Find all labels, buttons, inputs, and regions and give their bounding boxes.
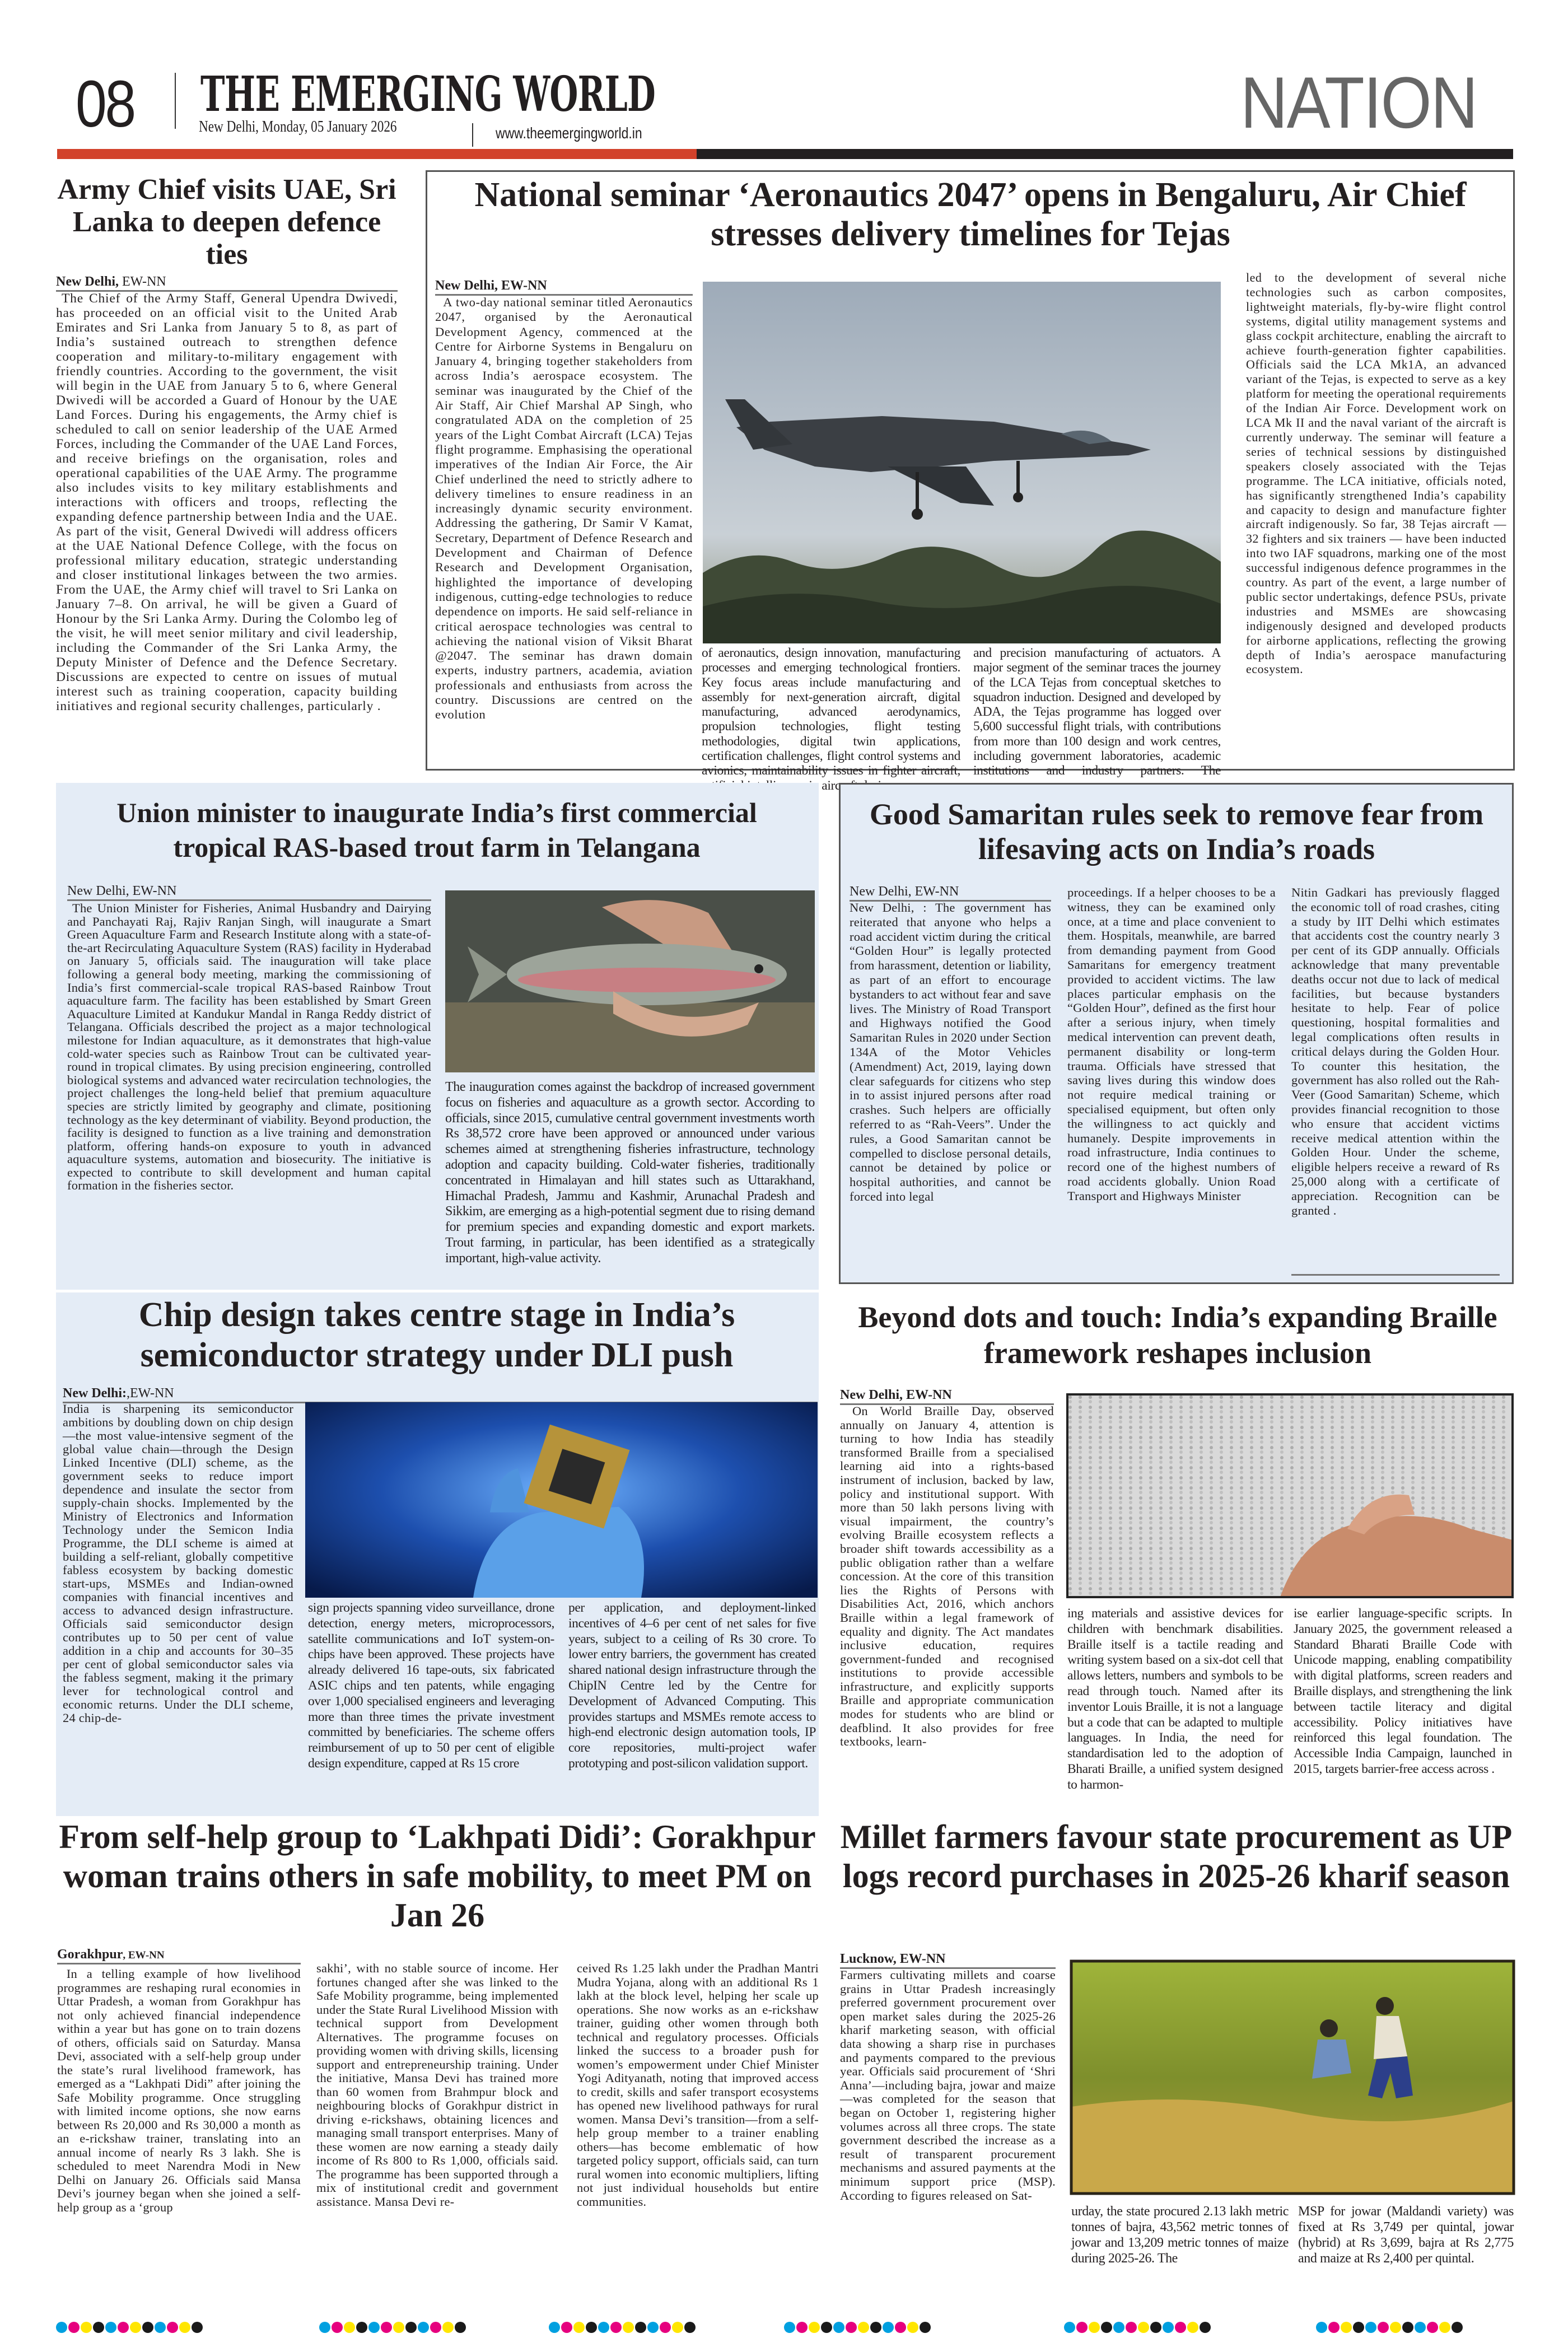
registration-dot [393, 2322, 404, 2333]
header-bar-black [697, 149, 1513, 159]
trout-photo [445, 890, 815, 1072]
registration-dot [660, 2322, 671, 2333]
registration-dot [1353, 2322, 1364, 2333]
registration-dot [1187, 2322, 1198, 2333]
registration-dot [368, 2322, 380, 2333]
headline: Union minister to inaugurate India’s first commercial tropical RAS-based trout farm in Telangana [116, 797, 757, 863]
registration-dot [1126, 2322, 1137, 2333]
article-lakhpati-didi [56, 1817, 819, 2304]
registration-dot [895, 2322, 906, 2333]
headline: Millet farmers favour state procurement as UP logs record purchases in 2025-26 kharif season [840, 1818, 1513, 1894]
registration-dot [430, 2322, 441, 2333]
registration-dot [442, 2322, 454, 2333]
registration-dot [635, 2322, 646, 2333]
dateline-place: New Delhi, [850, 884, 912, 899]
article-body-col2: urday, the state procured 2.13 lakh metric tonnes of bajra, 43,562 metric tonnes of jowar and 13,209 metric tonnes of maize during 2025-26. The [1071, 2204, 1289, 2266]
registration-dot [598, 2322, 609, 2333]
registration-dot [118, 2322, 129, 2333]
article-braille [839, 1292, 1514, 1816]
article-body-col3: per application, and deployment-linked incentives of 4–6 per cent of net sales for five years, subject to a ceiling of Rs 30 crore. To lower entry barriers, the government has created shared national design infrastructure through the ChipIN Centre led by the Centre for Development of Advanced Computing. This provides startups and MSMEs remote access to high-end electronic design automation tools, IP core repositories, multi-project wafer prototyping and post-silicon validation support. [568, 1600, 816, 1771]
registration-dot [1452, 2322, 1463, 2333]
registration-dot [1163, 2322, 1174, 2333]
registration-dot [142, 2322, 153, 2333]
registration-dot [809, 2322, 820, 2333]
registration-dot [1365, 2322, 1376, 2333]
article-body-col1: In a telling example of how livelihood programmes are reshaping rural economies in Uttar Pradesh, a woman from Gorakhpur has not only achieved financial independence within a year but has gone on to train dozens of others, officials said on Saturday. Mansa Devi, associated with a self-help group under the state’s rural livelihood framework, has emerged as a “Lakhpati Didi” after joining the Safe Mobility programme. Once struggling with limited income options, she now earns between Rs 20,000 and Rs 30,000 a month as an e-rickshaw trainer, translating into an annual income of nearly Rs 3 lakh. She is scheduled to meet Narendra Modi in New Delhi on January 26. Officials said Mansa Devi’s journey began when she joined a self-help group as a ‘group [57, 1967, 301, 2214]
registration-dot [192, 2322, 203, 2333]
registration-marks [56, 2322, 1512, 2334]
registration-dot [684, 2322, 696, 2333]
registration-dot [1200, 2322, 1211, 2333]
registration-dot [1427, 2322, 1438, 2333]
registration-dot [573, 2322, 585, 2333]
registration-dot [167, 2322, 178, 2333]
header-divider [472, 123, 473, 147]
registration-dot [796, 2322, 808, 2333]
registration-dot [1089, 2322, 1100, 2333]
article-good-samaritan [839, 783, 1514, 1284]
edition-date: New Delhi, Monday, 05 January 2026 [199, 118, 397, 136]
headline: Chip design takes centre stage in India’s semiconductor strategy under DLI push [138, 1296, 735, 1374]
registration-dot [920, 2322, 931, 2333]
registration-dot [549, 2322, 560, 2333]
dateline-place: Lucknow, EW-NN [840, 1952, 946, 1966]
registration-dot [455, 2322, 466, 2333]
registration-dot [846, 2322, 857, 2333]
dateline-place: New Delhi, EW-NN [435, 278, 547, 293]
registration-dot [1439, 2322, 1450, 2333]
registration-dot [155, 2322, 166, 2333]
article-body-col1: Farmers cultivating millets and coarse grains in Uttar Pradesh increasingly preferred government procurement over open market sales during the 2025-26 kharif marketing season, with official data showing a sharp rise in purchases and payments compared to the previous year. Officials said procurement of ‘Shri Anna’—including bajra, jowar and maize—was completed for the season that began on October 1, registering higher volumes across all three crops. The state government described the increase as a result of transparent procurement mechanisms and assured payments at the minimum support price (MSP). According to figures released on Sat- [840, 1968, 1056, 2202]
headline: From self-help group to ‘Lakhpati Didi’: Gorakhpur woman trains others in safe mobility, to meet PM on Jan 26 [59, 1818, 816, 1934]
registration-dot [1341, 2322, 1352, 2333]
article-body-col1: A two-day national seminar titled Aeronautics 2047, organised by the Aeronautical Development Agency, commenced at the Centre for Airborne Systems in Bengaluru on January 4, bringing together stakeholders from across India’s aerospace ecosystem. The seminar was inaugurated by the Chief of the Air Staff, Air Chief Marshal AP Singh, who congratulated ADA on the completion of 25 years of the Light Combat Aircraft (LCA) Tejas flight programme. Emphasising the operational imperatives of the Indian Air Force, the Air Chief underlined the need to strictly adhere to delivery timelines to ensure readiness in an increasingly dynamic security environment. Addressing the gathering, Dr Samir V Kamat, Secretary, Department of Defence Research and Development and Chairman of Defence Research and Development Organisation, highlighted the importance of developing indigenous, cutting-edge technologies to reduce dependence on imports. He said self-reliance in critical aerospace technologies was central to achieving the national vision of Viksit Bharat @2047. The seminar has drawn domain experts, industry partners, academia, aviation professionals and enthusiasts from across the country. Discussions are centred on the evolution [435, 295, 693, 722]
registration-dot [870, 2322, 881, 2333]
article-chip-design [56, 1292, 819, 1816]
registration-dot [105, 2322, 116, 2333]
dateline [56, 274, 398, 292]
registration-dot [1378, 2322, 1389, 2333]
registration-dot [1150, 2322, 1161, 2333]
article-body-col2: proceedings. If a helper chooses to be a witness, they can be examined only once, at a time and place convenient to them. Hospitals, meanwhile, are barred from demanding payment from Good Samaritans for emergency treatment provided to accident victims. The law places particular emphasis on the “Golden Hour”, defined as the first hour after a serious injury, when timely medical intervention can prevent death, permanent disability or long-term trauma. Officials have stressed that saving lives during this window does not require medical training or specialised equipment, but often only the willingness to act quickly and humanely. Despite improvements in road infrastructure, India continues to record one of the highest numbers of road accidents globally. Union Road Transport and Highways Minister [1067, 885, 1276, 1203]
registration-dot [883, 2322, 894, 2333]
registration-dot [68, 2322, 80, 2333]
article-body-col4: led to the development of several niche technologies such as carbon composites, lightweight materials, fly-by-wire flight control systems, digital utility management systems and glass cockpit architecture, enabling the aircraft to achieve fourth-generation fighter capabilities. Officials said the LCA Mk1A, an advanced variant of the Tejas, is expected to serve as a key platform for meeting the operational requirements of the Indian Air Force. Development work on LCA Mk II and the naval variant of the aircraft is currently underway. The seminar will feature a series of technical sessions by distinguished speakers closely associated with the Tejas programme. The LCA initiative, officials noted, has significantly strengthened India’s capability and capacity to design and manufacture fighter aircraft indigenously. So far, 38 Tejas aircraft — 32 fighters and six trainers — have been inducted into two IAF squadrons, marking one of the most successful indigenous defence programmes in the country. As part of the event, a large number of public sector undertakings, defence PSUs, private industries and MSMEs are showcasing indigenously designed and developed products for airborne applications, reflecting the growing depth of India’s aerospace manufacturing ecosystem. [1246, 270, 1506, 676]
registration-dot [179, 2322, 190, 2333]
article-body-col3: MSP for jowar (Maldandi variety) was fixed at Rs 3,749 per quintal, jowar (hybrid) at Rs 3,699, bajra at Rs 2,775 and maize at Rs 2,400 per quintal. [1298, 2204, 1514, 2266]
article-army-chief [56, 168, 398, 773]
dateline-agency: EW-NN [122, 274, 166, 289]
article-body: The Chief of the Army Staff, General Upendra Dwivedi, has proceeded on an official visit to the United Arab Emirates and Sri Lanka from January 5 to 8, as part of India’s sustained outreach to strengthen defence cooperation and military-to-military engagement with friendly countries. According to the government, the visit will begin in the UAE from January 5 to 6, where General Dwivedi will be accorded a Guard of Honour by the UAE Land Forces. During his engagements, the Army chief is scheduled to call on senior leadership of the UAE Armed Forces, including the Commander of the UAE Land Forces, and receive briefings on the organisation, roles and operational capabilities of the UAE Army. The programme also includes visits to key military establishments and interactions with officers and troops, reflecting the expanding defence partnership between India and the UAE. As part of the visit, General Dwivedi will address officers at the UAE National Defence College, with the focus on professional military education, strategic understanding and closer institutional linkages between the two armies. From the UAE, the Army chief will travel to Sri Lanka on January 7–8. On arrival, he will be given a Guard of Honour by the Sri Lanka Army. During the Colombo leg of the visit, he will meet senior military and civil leadership, including the Commander of the Sri Lanka Army, the Deputy Minister of Defence and the Defence Secretary. Discussions are expected to centre on issues of mutual interest such as training cooperation, capacity building initiatives and regional security challenges, particularly . [56, 291, 398, 713]
article-body-col1: India is sharpening its semiconductor ambitions by doubling down on chip design—the most value-intensive segment of the global value chain—through the Design Linked Incentive (DLI) scheme, as the government seeks to reduce import dependence and insulate the sector from supply-chain shocks. Implemented by the Ministry of Electronics and Information Technology under the Semicon India Programme, the DLI scheme is aimed at building a self-reliant, globally competitive fabless ecosystem by backing domestic start-ups, MSMEs and Indian-owned companies with financial incentives and access to advanced design infrastructure. Officials said semiconductor design contributes up to 50 per cent of value addition in a chip and accounts for 30–35 per cent of global semiconductor sales via the fabless segment, making it the primary lever for technological control and economic returns. Under the DLI scheme, 24 chip-de- [63, 1402, 293, 1725]
registration-dot [821, 2322, 832, 2333]
registration-dot [1175, 2322, 1186, 2333]
registration-dot [332, 2322, 343, 2333]
registration-dot [56, 2322, 67, 2333]
registration-dot [833, 2322, 844, 2333]
registration-dot [1390, 2322, 1401, 2333]
headline: National seminar ‘Aeronautics 2047’ opens in Bengaluru, Air Chief stresses delivery timelines for Tejas [474, 176, 1467, 253]
dateline-place: New Delhi, EW-NN [840, 1388, 952, 1402]
headline: Army Chief visits UAE, Sri Lanka to deepen defence ties [57, 174, 396, 271]
registration-dot [610, 2322, 622, 2333]
article-body-col3: ise earlier language-specific scripts. In January 2025, the government released a Standard Bharati Braille Code with Unicode mapping, enabling compatibility with digital platforms, screen readers and Braille displays, and strengthening the link between tactile literacy and digital accessibility. Policy initiatives have reinforced this legal foundation. The Accessible India Campaign, launched in 2015, targets barrier-free access across . [1294, 1606, 1512, 1776]
registration-dot [1415, 2322, 1426, 2333]
article-body-col2: ing materials and assistive devices for children with benchmark disabilities. Braille itself is a tactile reading and writing system based on a six-dot cell that allows letters, numbers and symbols to be read through touch. Named after its inventor Louis Braille, it is not a language but a code that can be adapted to multiple languages. In India, the need for standardisation led to the adoption of Bharati Braille, a unified system designed to harmon- [1067, 1606, 1283, 1792]
braille-photo [1067, 1394, 1513, 1597]
registration-dot [858, 2322, 869, 2333]
article-millet-procurement [839, 1817, 1514, 2304]
article-trout-farm [56, 783, 819, 1290]
registration-dot [344, 2322, 355, 2333]
website-link[interactable]: www.theemergingworld.in [496, 124, 642, 142]
article-body-col1: New Delhi, : The government has reiterated that anyone who helps a road accident victim during the critical “Golden Hour” is legally protected from harassment, detention or liability, as part of an effort to encourage bystanders to act without fear and save lives. The Ministry of Road Transport and Highways notified the Good Samaritan Rules in 2020 under Section 134A of the Motor Vehicles (Amendment) Act, 2019, laying down clear safeguards for citizens who step in to assist injured persons after road crashes. Such helpers are officially referred to as “Rah-Veers”. Under the rules, a Good Samaritan cannot be compelled to disclose personal details, cannot be detained by police or hospital authorities, and cannot be forced into legal [850, 900, 1051, 1203]
article-body-col1: The Union Minister for Fisheries, Animal Husbandry and Dairying and Panchayati Raj, Rajiv Ranjan Singh, will inaugurate a Smart Green Aquaculture Farm and Research Institute along with a state-of-the-art Recirculating Aquaculture System (RAS) facility in Hyderabad on January 5, officials said. The inauguration will take place following a general body meeting, marking the commissioning of India’s first commercial-scale tropical RAS-based Rainbow Trout aquaculture farm. The facility has been established by Smart Green Aquaculture Limited at Kandukur Mandal in Ranga Reddy district of Telangana. Officials described the project as a major technological milestone for Indian aquaculture, as it demonstrates that high-value cold-water species such as Rainbow Trout can be cultivated year-round in tropical climates. By using precision engineering, controlled biological systems and advanced water recirculation technologies, the project challenges the long-held belief that premium aquaculture species are strictly limited by geography and climate, positioning technology as the key determinant of viability. Beyond production, the facility is designed to function as a live training and demonstration platform, offering hands-on exposure to youth in advanced aquaculture systems, automation and biosecurity. The initiative is expected to contribute to skill development and human capital formation in the fisheries sector. [67, 901, 431, 1193]
header-divider [175, 73, 176, 129]
tejas-jet-photo [703, 282, 1221, 643]
dateline-place: New Delhi: [63, 1386, 127, 1401]
article-body-col3: ceived Rs 1.25 lakh under the Pradhan Mantri Mudra Yojana, along with an additional Rs 1 lakh at the block level, helping her scale up operations. She now works as an e-rickshaw trainer, guiding other women through both technical and regulatory processes. Officials linked the success to a broader push for women’s empowerment under Chief Minister Yogi Adityanath, noting that improved access to credit, skills and safer transport ecosystems has opened new livelihood pathways for rural women. Mansa Devi’s transition—from a self-help group member to a trainer enabling others—has become emblematic of how targeted policy support, officials said, can turn rural women into economic multipliers, lifting not just individual households but entire communities. [577, 1961, 819, 2209]
registration-dot [623, 2322, 634, 2333]
article-body-col3: and precision manufacturing of actuators. A major segment of the seminar traces the journey of the LCA Tejas from conceptual sketches to squadron induction. Designed and developed by ADA, the Tejas programme has logged over 5,600 successful flight trials, with contributions from more than 100 design and work centres, including government laboratories, academic institutions and industry partners. The [973, 646, 1221, 778]
registration-dot [586, 2322, 597, 2333]
dateline-agency: EW-NN [132, 884, 177, 898]
registration-dot [1076, 2322, 1088, 2333]
article-body-col1: On World Braille Day, observed annually on January 4, attention is turning to how India has steadily transformed Braille from a specialised learning aid into a rights-based instrument of inclusion, backed by law, policy and institutional support. With more than 50 lakh persons living with visual impairment, the country’s evolving Braille ecosystem reflects a broader shift towards accessibility as a public obligation rather than a welfare concession. At the core of this transition lies the Rights of Persons with Disabilities Act, 2016, which anchors Braille within a legal framework of equality and dignity. The Act mandates inclusive education, requires government-funded and recognised institutions to provide accessible infrastructure, and explicitly supports Braille and appropriate communication modes for students who are blind or deafblind. It also provides for free textbooks, learn- [840, 1404, 1054, 1749]
dateline-agency: EW-NN [914, 884, 959, 899]
registration-dot [93, 2322, 104, 2333]
registration-dot [1328, 2322, 1340, 2333]
header-bar-red [57, 149, 697, 159]
article-body-col2: of aeronautics, design innovation, manufacturing processes and emerging technological frontiers. Key focus areas include manufacturing and assembly for next-generation aircraft, digital manufacturing, advanced aerodynamics, propulsion technologies, flight testing methodologies, digital twin applications, certification challenges, flight control systems and avionics, maintainability issues in fighter aircraft, [702, 646, 960, 778]
dateline-agency: ,EW-NN [126, 1386, 174, 1401]
registration-dot [1101, 2322, 1112, 2333]
article-body-col2: sign projects spanning video surveillance, drone detection, energy meters, microprocessors, satellite communications and IoT system-on-chips have been approved. These projects have already delivered 16 tape-outs, six fabricated ASIC chips and ten patents, while engaging over 1,000 specialised engineers and leveraging more than three times the private investment committed by beneficiaries. The scheme offers reimbursement of up to 50 per cent of eligible design expenditure, capped at Rs 15 crore [308, 1600, 554, 1771]
dateline-place: New Delhi, [56, 274, 119, 289]
dateline-place: Gorakhpur [57, 1947, 123, 1962]
registration-dot [356, 2322, 367, 2333]
registration-dot [1402, 2322, 1413, 2333]
dateline-agency: , EW-NN [123, 1949, 165, 1961]
registration-dot [81, 2322, 92, 2333]
headline: Beyond dots and touch: India’s expanding Braille framework reshapes inclusion [858, 1300, 1497, 1370]
registration-dot [672, 2322, 683, 2333]
dateline-place: New Delhi, [67, 884, 129, 898]
registration-dot [907, 2322, 918, 2333]
registration-dot [319, 2322, 330, 2333]
masthead: THE EMERGING WORLD [200, 66, 656, 123]
millet-farmers-photo [1071, 1961, 1514, 2194]
article-body-col3: Nitin Gadkari has previously flagged the economic toll of road crashes, citing a study by IIT Delhi which estimates that accidents cost the country nearly 3 per cent of its GDP annually. Officials acknowledge that many preventable deaths occur not due to lack of medical facilities, but because bystanders hesitate to help. Fear of police questioning, hospital formalities and legal complications often results in critical delays during the Golden Hour. To counter this hesitation, the government has also rolled out the Rah-Veer (Good Samaritan) Scheme, which provides financial recognition to those who ensure that accident victims receive medical attention within the Golden Hour. Under the scheme, eligible helpers receive a reward of Rs 25,000 along with a certificate of appreciation. Recognition can be granted . [1291, 885, 1500, 1276]
headline: Good Samaritan rules seek to remove fear from lifesaving acts on India’s roads [869, 797, 1484, 866]
registration-dot [1316, 2322, 1327, 2333]
page-number: 08 [76, 67, 134, 141]
registration-dot [381, 2322, 392, 2333]
registration-dot [1064, 2322, 1075, 2333]
article-body-col2: The inauguration comes against the backdrop of increased government focus on fisheries and aquaculture as a growth sector. According to officials, since 2015, cumulative central government investments worth Rs 38,572 crore have been approved or announced under various schemes aimed at strengthening fisheries infrastructure, technology adoption and capacity building. Cold-water fisheries, traditionally concentrated in Himalayan and hill states such as Uttarakhand, Himachal Pradesh, Jammu and Kashmir, Arunachal Pradesh and Sikkim, are emerging as a high-potential segment due to rising demand for premium species and expanding domestic and export markets. Trout farming, in particular, has been identified as a strategically important, high-value activity. [445, 1080, 815, 1266]
article-body-col2: sakhi’, with no stable source of income. Her fortunes changed after she was linked to the Safe Mobility programme, being implemented under the State Rural Livelihood Mission with technical support from Development Alternatives. The programme focuses on providing women with driving skills, licensing support and entrepreneurship training. Under the initiative, Mansa Devi has trained more than 60 women from Brahmpur block and neighbouring blocks of Gorakhpur district in driving e-rickshaws, obtaining licences and managing small transport enterprises. Many of these women are now earning a steady daily income of Rs 800 to Rs 1,000, officials said. The programme has been supported through a mix of institutional credit and government assistance. Mansa Devi re- [316, 1961, 558, 2209]
registration-dot [1113, 2322, 1124, 2333]
section-title: NATION [1240, 62, 1477, 143]
registration-dot [647, 2322, 659, 2333]
article-aeronautics-seminar [426, 170, 1515, 778]
registration-dot [418, 2322, 429, 2333]
registration-dot [561, 2322, 572, 2333]
registration-dot [784, 2322, 795, 2333]
registration-dot [405, 2322, 417, 2333]
registration-dot [1138, 2322, 1149, 2333]
registration-dot [130, 2322, 141, 2333]
chip-photo [305, 1402, 818, 1598]
